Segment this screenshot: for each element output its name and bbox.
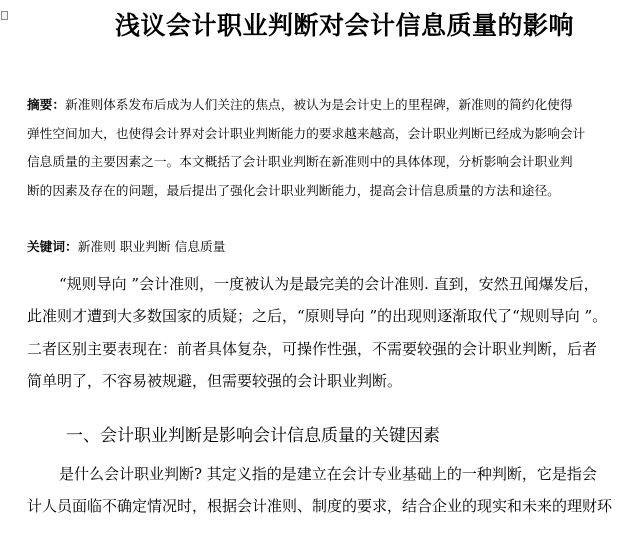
keywords-label: 关键词： bbox=[27, 239, 78, 254]
paragraph-line: 简单明了，不容易被规避，但需要较强的会计职业判断。 bbox=[27, 371, 403, 390]
abstract-line: 弹性空间加大，也使得会计界对会计职业判断能力的要求越来越高，会计职业判断已经成为影响会计 bbox=[27, 125, 586, 141]
paragraph-1 bbox=[27, 268, 639, 397]
abstract-line: 信息质量的主要因素之一。本文概括了会计职业判断在新准则中的具体体现，分析影响会计职业判 bbox=[27, 154, 573, 170]
keywords bbox=[27, 237, 225, 257]
abstract-line bbox=[27, 91, 639, 120]
paragraph-line: 计人员面临不确定情况时，根据会计准则、制度的要求，结合企业的现实和未来的理财环 bbox=[27, 497, 613, 516]
paragraph-line: 二者区别主要表现在：前者具体复杂，可操作性强，不需要较强的会计职业判断，后者 bbox=[27, 339, 598, 358]
paragraph-line: “规则导向 ”会计准则，一度被认为是最完美的会计准则. 直到，安然丑闻爆发后， bbox=[59, 275, 599, 293]
abstract-text: 新准则体系发布后成为人们关注的焦点，被认为是会计史上的里程碑，新准则的简约化使得 bbox=[65, 97, 573, 112]
paragraph-line: 此准则才遭到大多数国家的质疑；之后，“原则导向 ”的出现则逐渐取代了“规则导向 ”。 bbox=[27, 307, 608, 326]
section-heading: 一、会计职业判断是影响会计信息质量的关键因素 bbox=[66, 426, 440, 446]
paragraph-line: 是什么会计职业判断? 其定义指的是建立在会计专业基础上的一种判断，它是指会 bbox=[59, 465, 597, 483]
document-title: 浅议会计职业判断对会计信息质量的影响 bbox=[114, 11, 574, 40]
abstract-line: 断的因素及存在的问题，最后提出了强化会计职业判断能力，提高会计信息质量的方法和途径。 bbox=[27, 182, 560, 198]
paragraph-2 bbox=[27, 458, 639, 523]
abstract bbox=[27, 91, 639, 205]
abstract-label: 摘要： bbox=[27, 97, 66, 112]
keywords-text: 新准则 职业判断 信息质量 bbox=[77, 239, 226, 254]
